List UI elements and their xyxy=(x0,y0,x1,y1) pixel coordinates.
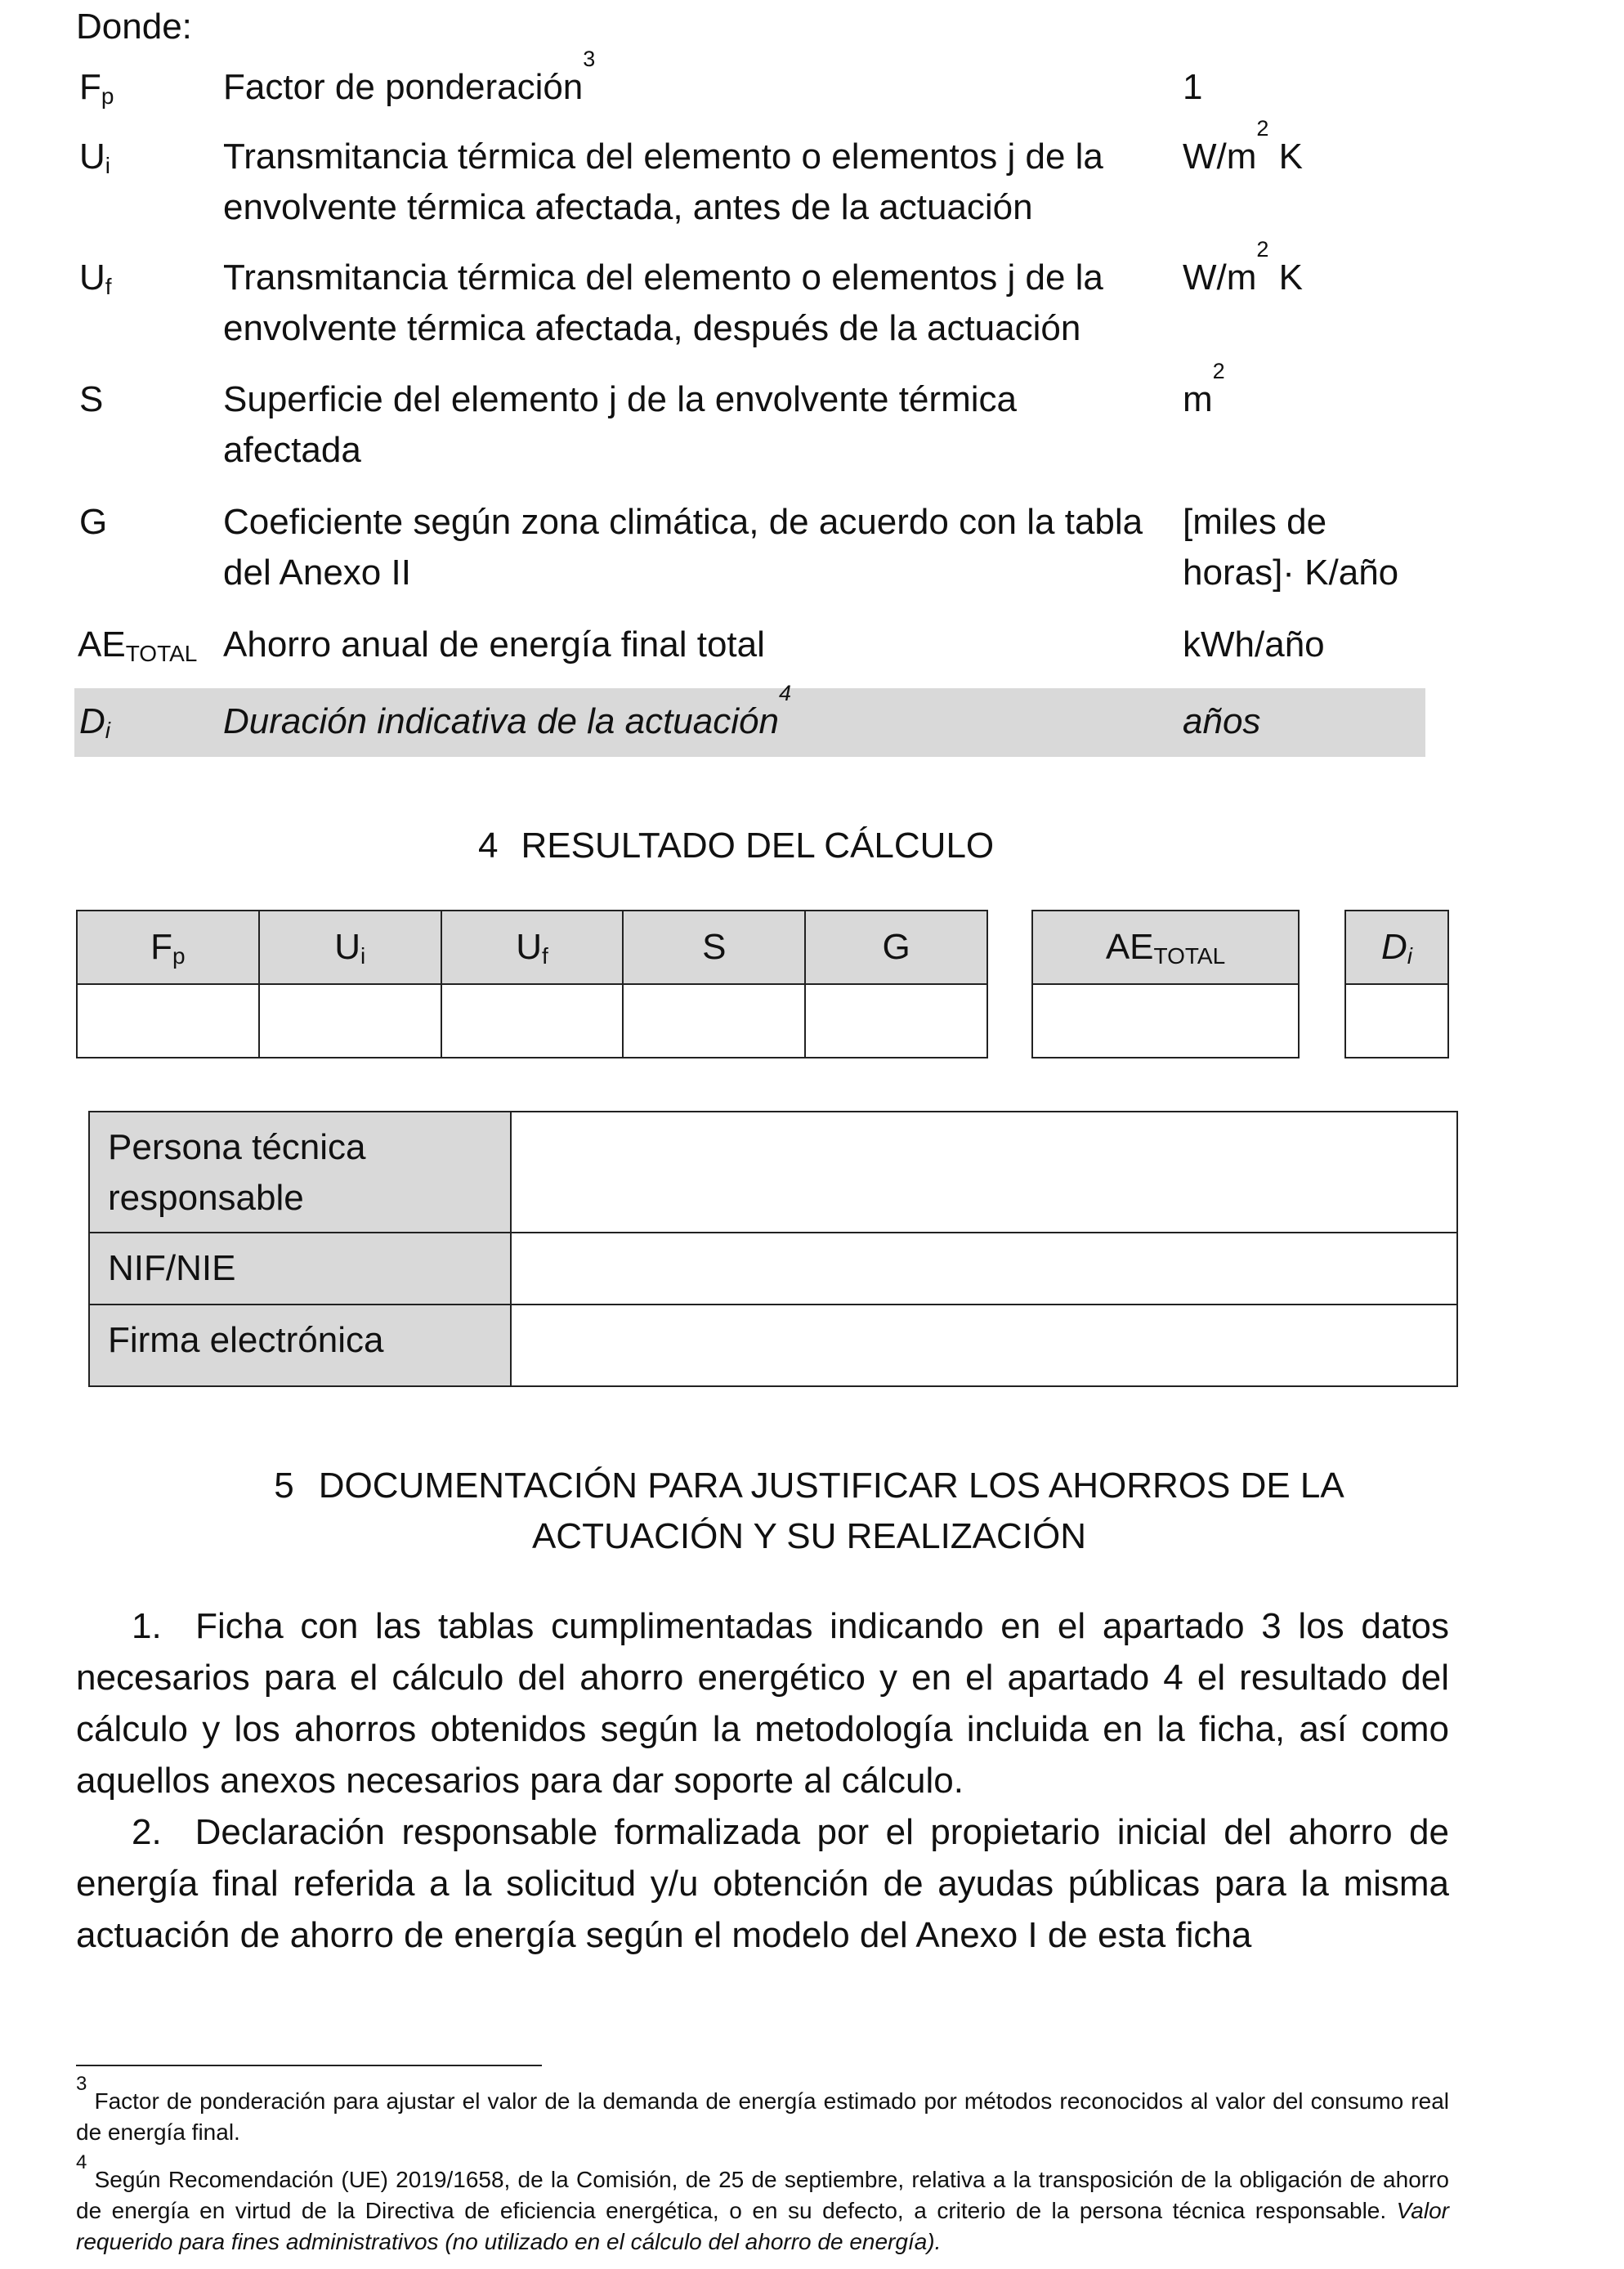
result-header-aetotal: $AE_{TOTAL}$ xyxy=(1032,911,1299,984)
variable-symbol: S xyxy=(79,379,104,419)
result-header-uf: $U_f$ xyxy=(441,911,624,984)
section-5-heading xyxy=(74,1461,1545,1562)
footnote-number: 3 xyxy=(76,2073,87,2095)
footnote-italic-text: Valor requerido para fines administrativos (no utilizado en el cálculo del ahorro de energía). xyxy=(76,2198,1449,2254)
signature-label-nif: NIF/NIE xyxy=(89,1233,511,1305)
result-table-di xyxy=(1344,910,1449,1058)
signature-value-firma[interactable] xyxy=(511,1305,1457,1386)
variable-unit: $W/m^2$ K xyxy=(1183,237,1304,298)
variable-unit: $W/m^2$ K xyxy=(1183,116,1304,177)
variable-description: Superficie del elemento j de la envolvente térmica afectada xyxy=(223,379,1017,470)
footnote-text: Según Recomendación (UE) 2019/1658, de la Comisión, de 25 de septiembre, relativa a la transposición de la obligación de ahorro de energía en virtud de la Directiva de eficiencia energética, o en su defecto, a criterio de la persona técnica responsable. xyxy=(76,2167,1449,2223)
result-cell-ui[interactable] xyxy=(259,984,441,1058)
signature-table xyxy=(88,1111,1458,1387)
footnote xyxy=(76,2151,1449,2258)
variable-description: Coeficiente según zona climática, de acuerdo con la tabla del Anexo II xyxy=(223,502,1143,593)
result-cell-aetotal[interactable] xyxy=(1032,984,1299,1058)
variable-unit: [miles de horas]· K/año xyxy=(1183,502,1399,593)
variable-row xyxy=(76,497,1425,598)
variable-description: Transmitancia térmica del elemento o elementos j de la envolvente térmica afectada, antes de la actuación xyxy=(223,136,1103,227)
doc-item-text: Ficha con las tablas cumplimentadas indicando en el apartado 3 los datos necesarios para el cálculo del ahorro energético y en el apartado 4 el resultado del cálculo y los ahorros obtenidos según la metodología incluida en la ficha, así como aquellos anexos necesarios para dar soporte al cálculo. xyxy=(76,1606,1450,1801)
variable-symbol: $AE_{TOTAL}$ xyxy=(78,624,198,666)
section-number: 4 xyxy=(478,826,499,866)
section-title: RESULTADO DEL CÁLCULO xyxy=(521,826,995,866)
variable-row xyxy=(76,237,1425,354)
section-number: 5 xyxy=(274,1466,294,1506)
result-table-main xyxy=(76,910,988,1058)
variable-symbol: $F_p$ xyxy=(79,67,114,109)
result-cell-fp[interactable] xyxy=(77,984,259,1058)
variable-symbol: $D_i$ xyxy=(79,701,111,743)
section-title-line1: DOCUMENTACIÓN PARA JUSTIFICAR LOS AHORROS DE LA xyxy=(318,1466,1344,1506)
signature-label-firma: Firma electrónica xyxy=(89,1305,511,1386)
variable-row xyxy=(76,47,1425,113)
footnote-number: 4 xyxy=(76,2151,87,2173)
variable-row-highlighted xyxy=(74,681,1425,757)
signature-label-technician: Persona técnica responsable xyxy=(89,1112,511,1233)
result-cell-g[interactable] xyxy=(805,984,987,1058)
intro-label: Donde: xyxy=(76,7,192,47)
footnote xyxy=(76,2073,1450,2148)
doc-item-number: 1. xyxy=(132,1606,162,1646)
variable-description: Transmitancia térmica del elemento o elementos j de la envolvente térmica afectada, después de la actuación xyxy=(223,257,1103,348)
result-table-aetotal xyxy=(1031,910,1300,1058)
result-header-s: S xyxy=(623,911,805,984)
result-cell-di[interactable] xyxy=(1345,984,1448,1058)
variable-unit: kWh/año xyxy=(1183,624,1325,665)
doc-item xyxy=(76,1806,1449,1961)
doc-item xyxy=(76,1600,1449,1806)
variable-unit: 1 xyxy=(1183,67,1203,107)
signature-value-nif[interactable] xyxy=(511,1233,1457,1305)
variable-row xyxy=(76,359,1425,476)
variable-description: Duración indicativa de la actuación$^4$ xyxy=(223,681,791,741)
result-header-di: $D_i$ xyxy=(1345,911,1448,984)
footnote-text: Factor de ponderación para ajustar el valor de la demanda de energía estimado por métodos reconocidos al valor del consumo real de energía final. xyxy=(76,2088,1450,2145)
variable-unit: años xyxy=(1183,701,1261,741)
signature-value-technician[interactable] xyxy=(511,1112,1457,1233)
variable-symbol: G xyxy=(79,502,108,542)
variable-row xyxy=(76,620,1425,670)
variable-description: Factor de ponderación$^3$ xyxy=(223,47,596,107)
variable-unit: $m^2$ xyxy=(1183,359,1225,419)
result-cell-s[interactable] xyxy=(623,984,805,1058)
result-cell-uf[interactable] xyxy=(441,984,624,1058)
footnote-separator xyxy=(76,2065,542,2066)
result-header-g: G xyxy=(805,911,987,984)
section-title-line2: ACTUACIÓN Y SU REALIZACIÓN xyxy=(531,1516,1087,1556)
variable-row xyxy=(76,116,1425,233)
result-header-ui: $U_i$ xyxy=(259,911,441,984)
variable-symbol: $U_f$ xyxy=(79,257,112,299)
variable-description: Ahorro anual de energía final total xyxy=(223,624,765,665)
result-header-fp: $F_p$ xyxy=(77,911,259,984)
doc-item-text: Declaración responsable formalizada por el propietario inicial del ahorro de energía final referida a la solicitud y/u obtención de ayudas públicas para la misma actuación de ahorro de energía según el modelo del Anexo I de esta ficha xyxy=(76,1812,1449,1955)
doc-item-number: 2. xyxy=(132,1812,162,1852)
section-4-heading xyxy=(478,821,994,871)
variable-symbol: $U_i$ xyxy=(79,136,111,178)
